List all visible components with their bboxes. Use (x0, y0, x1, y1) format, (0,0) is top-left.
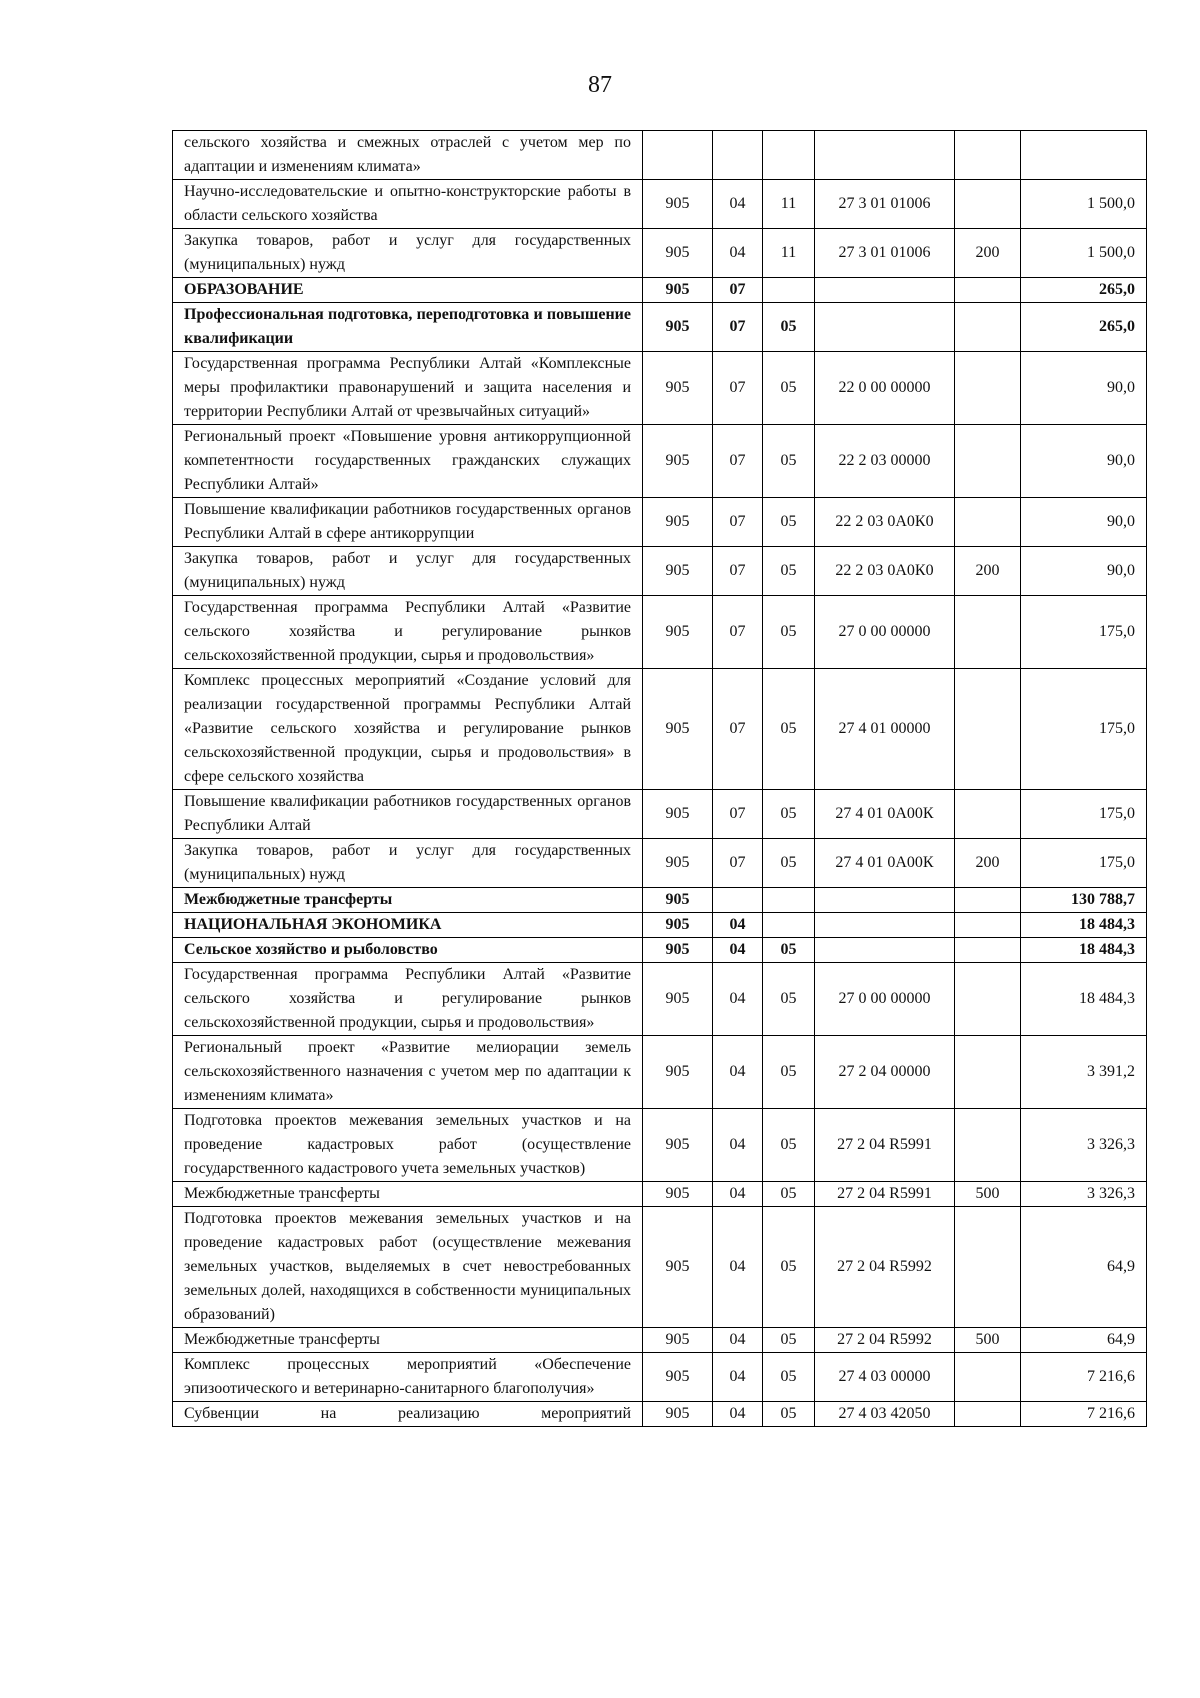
target-article-cell: 27 4 03 00000 (815, 1353, 955, 1402)
subsection-code-cell (763, 131, 815, 180)
expense-type-cell (955, 1207, 1021, 1328)
table-row (173, 963, 1147, 1036)
subsection-code-cell: 05 (763, 669, 815, 790)
subsection-code-cell: 05 (763, 425, 815, 498)
amount-cell: 64,9 (1021, 1207, 1147, 1328)
table-row (173, 547, 1147, 596)
subsection-code-cell (763, 278, 815, 303)
target-article-cell: 22 0 00 00000 (815, 352, 955, 425)
expense-type-cell (955, 131, 1021, 180)
subsection-code-cell: 05 (763, 938, 815, 963)
row-name-cell: Комплекс процессных мероприятий «Создание условий для реализации государственной программы Республики Алтай «Развитие сельского хозяйства и регулирование рынков сельскохозяйственной продукции, сырья и продовольствия» в сфере сельского хозяйства (173, 669, 643, 790)
row-name-cell: Повышение квалификации работников государственных органов Республики Алтай (173, 790, 643, 839)
section-code-cell: 04 (713, 938, 763, 963)
amount-cell: 90,0 (1021, 425, 1147, 498)
section-code-cell: 07 (713, 669, 763, 790)
row-name-cell: Государственная программа Республики Алтай «Комплексные меры профилактики правонарушений и защита населения и территории Республики Алтай от чрезвычайных ситуаций» (173, 352, 643, 425)
table-row (173, 1328, 1147, 1353)
expense-type-cell (955, 425, 1021, 498)
row-name-cell: Подготовка проектов межевания земельных участков и на проведение кадастровых работ (осуществление межевания земельных участков, выделяемых в счет невостребованных земельных долей, находящихся в собственности муниципальных образований) (173, 1207, 643, 1328)
amount-cell: 64,9 (1021, 1328, 1147, 1353)
table-row (173, 913, 1147, 938)
table-row (173, 229, 1147, 278)
grbs-code-cell: 905 (643, 1207, 713, 1328)
expense-type-cell (955, 938, 1021, 963)
subsection-code-cell (763, 888, 815, 913)
target-article-cell (815, 938, 955, 963)
subsection-code-cell: 11 (763, 229, 815, 278)
amount-cell: 90,0 (1021, 352, 1147, 425)
section-code-cell: 07 (713, 278, 763, 303)
expense-type-cell (955, 180, 1021, 229)
section-code-cell: 04 (713, 1402, 763, 1427)
table-row (173, 498, 1147, 547)
target-article-cell: 27 2 04 R5991 (815, 1109, 955, 1182)
section-code-cell: 04 (713, 963, 763, 1036)
section-code-cell: 07 (713, 790, 763, 839)
subsection-code-cell: 05 (763, 1402, 815, 1427)
grbs-code-cell: 905 (643, 1402, 713, 1427)
target-article-cell: 27 2 04 R5992 (815, 1207, 955, 1328)
subsection-code-cell: 05 (763, 498, 815, 547)
table-row (173, 1353, 1147, 1402)
expense-type-cell (955, 303, 1021, 352)
expense-type-cell (955, 596, 1021, 669)
row-name-cell: НАЦИОНАЛЬНАЯ ЭКОНОМИКА (173, 913, 643, 938)
row-name-cell: Государственная программа Республики Алтай «Развитие сельского хозяйства и регулирование рынков сельскохозяйственной продукции, сырья и продовольствия» (173, 963, 643, 1036)
expense-type-cell (955, 352, 1021, 425)
grbs-code-cell: 905 (643, 1353, 713, 1402)
grbs-code-cell: 905 (643, 278, 713, 303)
expense-type-cell (955, 1402, 1021, 1427)
target-article-cell: 27 2 04 00000 (815, 1036, 955, 1109)
page-number: 87 (588, 72, 612, 98)
subsection-code-cell: 05 (763, 1328, 815, 1353)
section-code-cell: 07 (713, 547, 763, 596)
row-name-cell: Повышение квалификации работников государственных органов Республики Алтай в сфере антикоррупции (173, 498, 643, 547)
amount-cell: 90,0 (1021, 547, 1147, 596)
table-row (173, 303, 1147, 352)
row-name-cell: Подготовка проектов межевания земельных участков и на проведение кадастровых работ (осуществление государственного кадастрового учета земельных участков) (173, 1109, 643, 1182)
grbs-code-cell: 905 (643, 938, 713, 963)
section-code-cell: 04 (713, 1036, 763, 1109)
subsection-code-cell: 05 (763, 963, 815, 1036)
subsection-code-cell: 11 (763, 180, 815, 229)
grbs-code-cell: 905 (643, 1109, 713, 1182)
expense-type-cell (955, 1109, 1021, 1182)
grbs-code-cell: 905 (643, 547, 713, 596)
row-name-cell: Сельское хозяйство и рыболовство (173, 938, 643, 963)
table-row (173, 938, 1147, 963)
section-code-cell: 04 (713, 1328, 763, 1353)
grbs-code-cell: 905 (643, 1036, 713, 1109)
row-name-cell: Региональный проект «Развитие мелиорации земель сельскохозяйственного назначения с учетом мер по адаптации к изменениям климата» (173, 1036, 643, 1109)
row-name-cell: Межбюджетные трансферты (173, 1328, 643, 1353)
expense-type-cell: 200 (955, 547, 1021, 596)
section-code-cell: 07 (713, 352, 763, 425)
subsection-code-cell: 05 (763, 790, 815, 839)
amount-cell: 7 216,6 (1021, 1353, 1147, 1402)
subsection-code-cell: 05 (763, 1182, 815, 1207)
table-row (173, 180, 1147, 229)
amount-cell: 1 500,0 (1021, 180, 1147, 229)
table-row (173, 131, 1147, 180)
amount-cell: 175,0 (1021, 669, 1147, 790)
target-article-cell: 27 4 01 0А00К (815, 790, 955, 839)
grbs-code-cell: 905 (643, 888, 713, 913)
target-article-cell (815, 278, 955, 303)
table-row (173, 425, 1147, 498)
target-article-cell: 22 2 03 0А0К0 (815, 547, 955, 596)
amount-cell: 18 484,3 (1021, 938, 1147, 963)
row-name-cell: Межбюджетные трансферты (173, 888, 643, 913)
section-code-cell (713, 131, 763, 180)
grbs-code-cell: 905 (643, 1182, 713, 1207)
amount-cell: 175,0 (1021, 596, 1147, 669)
expense-type-cell (955, 888, 1021, 913)
section-code-cell: 04 (713, 1182, 763, 1207)
row-name-cell: Региональный проект «Повышение уровня антикоррупционной компетентности государственных гражданских служащих Республики Алтай» (173, 425, 643, 498)
target-article-cell: 27 0 00 00000 (815, 963, 955, 1036)
row-name-cell: Государственная программа Республики Алтай «Развитие сельского хозяйства и регулирование рынков сельскохозяйственной продукции, сырья и продовольствия» (173, 596, 643, 669)
amount-cell: 3 391,2 (1021, 1036, 1147, 1109)
expense-type-cell (955, 913, 1021, 938)
section-code-cell: 04 (713, 1353, 763, 1402)
row-name-cell: Научно-исследовательские и опытно-конструкторские работы в области сельского хозяйства (173, 180, 643, 229)
row-name-cell: Закупка товаров, работ и услуг для государственных (муниципальных) нужд (173, 839, 643, 888)
amount-cell: 1 500,0 (1021, 229, 1147, 278)
target-article-cell: 22 2 03 0А0К0 (815, 498, 955, 547)
table-row (173, 839, 1147, 888)
budget-table (172, 130, 1147, 1427)
subsection-code-cell: 05 (763, 352, 815, 425)
grbs-code-cell: 905 (643, 596, 713, 669)
section-code-cell: 07 (713, 596, 763, 669)
target-article-cell: 27 3 01 01006 (815, 180, 955, 229)
expense-type-cell: 500 (955, 1328, 1021, 1353)
grbs-code-cell: 905 (643, 180, 713, 229)
amount-cell: 130 788,7 (1021, 888, 1147, 913)
subsection-code-cell: 05 (763, 547, 815, 596)
subsection-code-cell: 05 (763, 1109, 815, 1182)
table-row (173, 278, 1147, 303)
section-code-cell: 04 (713, 180, 763, 229)
section-code-cell: 04 (713, 1207, 763, 1328)
section-code-cell: 04 (713, 229, 763, 278)
table-row (173, 1182, 1147, 1207)
grbs-code-cell: 905 (643, 229, 713, 278)
table-row (173, 1402, 1147, 1427)
target-article-cell (815, 888, 955, 913)
target-article-cell: 27 2 04 R5991 (815, 1182, 955, 1207)
amount-cell: 18 484,3 (1021, 963, 1147, 1036)
section-code-cell: 04 (713, 913, 763, 938)
target-article-cell (815, 303, 955, 352)
subsection-code-cell: 05 (763, 596, 815, 669)
amount-cell (1021, 131, 1147, 180)
grbs-code-cell: 905 (643, 498, 713, 547)
grbs-code-cell: 905 (643, 303, 713, 352)
table-row (173, 596, 1147, 669)
target-article-cell: 27 0 00 00000 (815, 596, 955, 669)
expense-type-cell (955, 1036, 1021, 1109)
table-row (173, 790, 1147, 839)
expense-type-cell (955, 790, 1021, 839)
grbs-code-cell: 905 (643, 669, 713, 790)
table-row (173, 669, 1147, 790)
grbs-code-cell (643, 131, 713, 180)
amount-cell: 18 484,3 (1021, 913, 1147, 938)
section-code-cell: 07 (713, 839, 763, 888)
table-row (173, 888, 1147, 913)
table-row (173, 352, 1147, 425)
grbs-code-cell: 905 (643, 425, 713, 498)
target-article-cell: 27 4 03 42050 (815, 1402, 955, 1427)
grbs-code-cell: 905 (643, 1328, 713, 1353)
row-name-cell: Субвенции на реализацию мероприятий (173, 1402, 643, 1427)
subsection-code-cell: 05 (763, 1036, 815, 1109)
subsection-code-cell: 05 (763, 1353, 815, 1402)
expense-type-cell: 500 (955, 1182, 1021, 1207)
amount-cell: 175,0 (1021, 790, 1147, 839)
budget-table-body (173, 131, 1147, 1427)
grbs-code-cell: 905 (643, 790, 713, 839)
amount-cell: 265,0 (1021, 303, 1147, 352)
section-code-cell: 07 (713, 498, 763, 547)
target-article-cell: 27 4 01 00000 (815, 669, 955, 790)
subsection-code-cell (763, 913, 815, 938)
amount-cell: 7 216,6 (1021, 1402, 1147, 1427)
row-name-cell: Закупка товаров, работ и услуг для государственных (муниципальных) нужд (173, 229, 643, 278)
expense-type-cell (955, 963, 1021, 1036)
subsection-code-cell: 05 (763, 839, 815, 888)
expense-type-cell (955, 278, 1021, 303)
subsection-code-cell: 05 (763, 1207, 815, 1328)
target-article-cell: 27 2 04 R5992 (815, 1328, 955, 1353)
expense-type-cell (955, 1353, 1021, 1402)
expense-type-cell: 200 (955, 839, 1021, 888)
table-row (173, 1207, 1147, 1328)
target-article-cell (815, 913, 955, 938)
row-name-cell: Межбюджетные трансферты (173, 1182, 643, 1207)
row-name-cell: Профессиональная подготовка, переподготовка и повышение квалификации (173, 303, 643, 352)
amount-cell: 265,0 (1021, 278, 1147, 303)
expense-type-cell (955, 669, 1021, 790)
amount-cell: 3 326,3 (1021, 1182, 1147, 1207)
grbs-code-cell: 905 (643, 839, 713, 888)
amount-cell: 3 326,3 (1021, 1109, 1147, 1182)
grbs-code-cell: 905 (643, 913, 713, 938)
target-article-cell (815, 131, 955, 180)
grbs-code-cell: 905 (643, 352, 713, 425)
amount-cell: 175,0 (1021, 839, 1147, 888)
section-code-cell: 07 (713, 425, 763, 498)
expense-type-cell (955, 498, 1021, 547)
table-row (173, 1109, 1147, 1182)
target-article-cell: 27 3 01 01006 (815, 229, 955, 278)
table-row (173, 1036, 1147, 1109)
expense-type-cell: 200 (955, 229, 1021, 278)
row-name-cell: сельского хозяйства и смежных отраслей с учетом мер по адаптации и изменениям климата» (173, 131, 643, 180)
target-article-cell: 27 4 01 0А00К (815, 839, 955, 888)
grbs-code-cell: 905 (643, 963, 713, 1036)
amount-cell: 90,0 (1021, 498, 1147, 547)
section-code-cell: 04 (713, 1109, 763, 1182)
target-article-cell: 22 2 03 00000 (815, 425, 955, 498)
row-name-cell: Комплекс процессных мероприятий «Обеспечение эпизоотического и ветеринарно-санитарного благополучия» (173, 1353, 643, 1402)
section-code-cell: 07 (713, 303, 763, 352)
subsection-code-cell: 05 (763, 303, 815, 352)
section-code-cell (713, 888, 763, 913)
row-name-cell: ОБРАЗОВАНИЕ (173, 278, 643, 303)
row-name-cell: Закупка товаров, работ и услуг для государственных (муниципальных) нужд (173, 547, 643, 596)
